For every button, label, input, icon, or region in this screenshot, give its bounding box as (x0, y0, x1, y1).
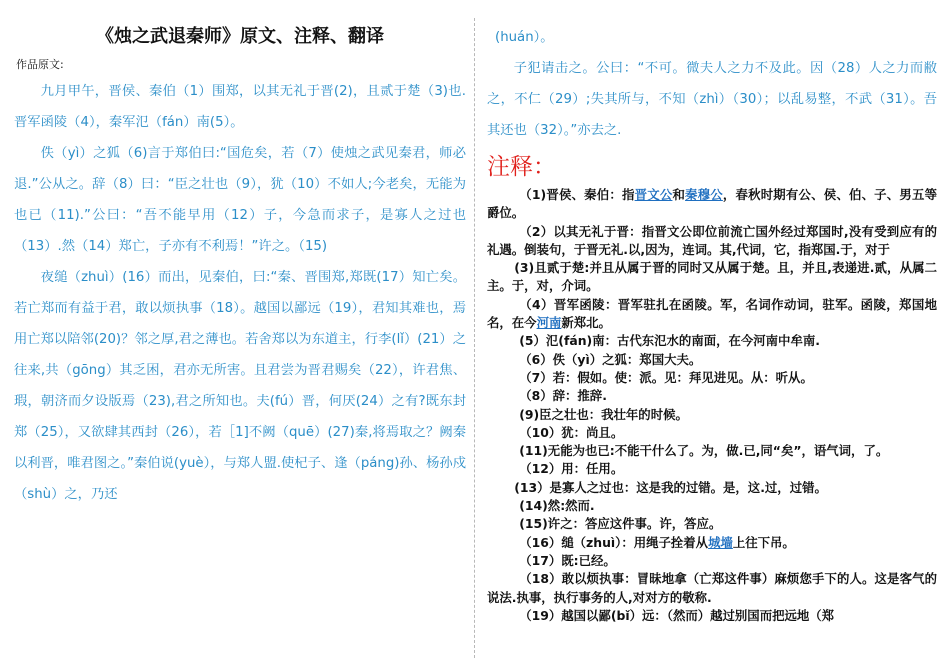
annotation-18: （18）敢以烦执事：冒昧地拿（亡郑这件事）麻烦您手下的人。这是客气的说法.执事，执行事务的人,对对方的敬称. (487, 571, 937, 605)
original-paragraph-2: 佚（yì）之狐（6)言于郑伯曰:“国危矣，若（7）使烛之武见秦君，师必退.”公从之。辞（8）曰：“臣之壮也（9），犹（10）不如人;今老矣，无能为也已（11).”公曰：“吾不能早用（12）子，今急而求子，是寡人之过也（13）.然（14）郑亡，子亦有不利焉！”许之。（15) (14, 146, 466, 254)
annotation-2: （2）以其无礼于晋：指晋文公即位前流亡国外经过郑国时,没有受到应有的礼遇。倒装句，于晋无礼.以,因为，连词。其,代词，它，指郑国.于，对于 (487, 223, 937, 257)
document-title: 《烛之武退秦师》原文、注释、翻译 (96, 26, 384, 47)
annotation-16-text-b: 上往下吊。 (732, 534, 795, 550)
annotation-11: (11)无能为也已:不能干什么了。为，做.已,同“矣”，语气词，了。 (519, 443, 889, 459)
link-henan[interactable]: 河南 (536, 315, 562, 331)
annotation-4 (487, 296, 937, 333)
annotation-7: （7）若：假如。使：派。见：拜见进见。从：听从。 (519, 369, 813, 385)
annotation-3: (3)且贰于楚:并且从属于晋的同时又从属于楚。且，并且,表递进.贰，从属二主。于，对，介词。 (487, 260, 937, 294)
annotation-1-text-b: 和 (672, 187, 686, 202)
annotation-10: （10）犹：尚且。 (519, 424, 624, 440)
original-text-label: 作品原文: (16, 58, 64, 71)
right-column (487, 22, 937, 625)
annotation-6: （6）佚（yì）之狐：郑国大夫。 (519, 351, 702, 367)
annotation-17: （17）既:已经。 (519, 552, 616, 568)
annotation-9: (9)臣之壮也：我壮年的时候。 (519, 406, 688, 422)
annotation-16 (487, 534, 937, 552)
annotation-1-text-a: （1)晋侯、秦伯：指 (519, 187, 635, 202)
link-qin-mu-gong[interactable]: 秦穆公 (685, 187, 723, 202)
annotation-8: （8）辞：推辞. (519, 388, 607, 404)
annotations-heading: 注释： (487, 154, 556, 180)
annotation-15: (15)许之：答应这件事。许，答应。 (519, 516, 722, 532)
original-paragraph-3: 夜缒（zhuì）(16）而出，见秦伯，曰:“秦、晋围郑,郑既(17）知亡矣。若亡郑而有益于君，敢以烦执事（18）。越国以鄙远（19），君知其难也，焉用亡郑以陪邻(20)？邻之厚,君之薄也。若舍郑以为东道主，行李(lǐ）(21）之往来,共（gōng）其乏困，君亦无所害。且君尝为晋君赐矣（22），许君焦、瑕，朝济而夕设版焉（23),君之所知也。夫(fú）晋，何厌(24）之有?既东封郑（25），又欲肆其西封（26），若［1]不阙（quē）(27)秦,将焉取之？阙秦以利晋，唯君图之。”秦伯说(yuè），与郑人盟.使杞子、逢（páng)孙、杨孙戍（shù）之，乃还 (14, 270, 466, 502)
original-paragraph-3-continued: (huán）。 (495, 30, 554, 45)
annotation-4-text-b: 新郑北。 (561, 315, 611, 331)
column-divider (474, 18, 476, 658)
link-jin-wen-gong[interactable]: 晋文公 (634, 187, 673, 202)
annotation-14: (14)然:然而. (519, 498, 595, 514)
link-city-wall[interactable]: 城墙 (708, 534, 733, 550)
original-paragraph-4: 子犯请击之。公曰：“不可。微夫人之力不及此。因（28）人之力而敝之，不仁（29）;失其所与，不知（zhì）（30）；以乱易整，不武（31）。吾其还也（32）。”亦去之. (487, 61, 937, 138)
left-column (14, 22, 466, 510)
annotation-5: (5）氾(fán)南：古代东氾水的南面，在今河南中牟南. (519, 333, 820, 349)
annotation-12: （12）用：任用。 (519, 461, 624, 477)
annotation-19: （19）越国以鄙(bǐ）远：（然而）越过别国而把远地（郑 (519, 607, 835, 623)
annotation-4-text-a: （4）晋军函陵：晋军驻扎在函陵。军，名词作动词，驻军。函陵，郑国地名，在今 (487, 296, 937, 331)
annotation-13: (13）是寡人之过也：这是我的过错。是，这.过，过错。 (514, 479, 827, 495)
annotation-16-text-a: （16）缒（zhuì）：用绳子拴着从 (519, 534, 709, 550)
annotation-1 (487, 186, 937, 223)
annotation-1-text-c: ，春秋时期有公、侯、伯、子、男五等爵位。 (487, 187, 937, 221)
original-paragraph-1: 九月甲午，晋侯、秦伯（1）围郑，以其无礼于晋(2)，且贰于楚（3)也.晋军函陵（4），秦军氾（fán）南(5）。 (14, 84, 466, 130)
